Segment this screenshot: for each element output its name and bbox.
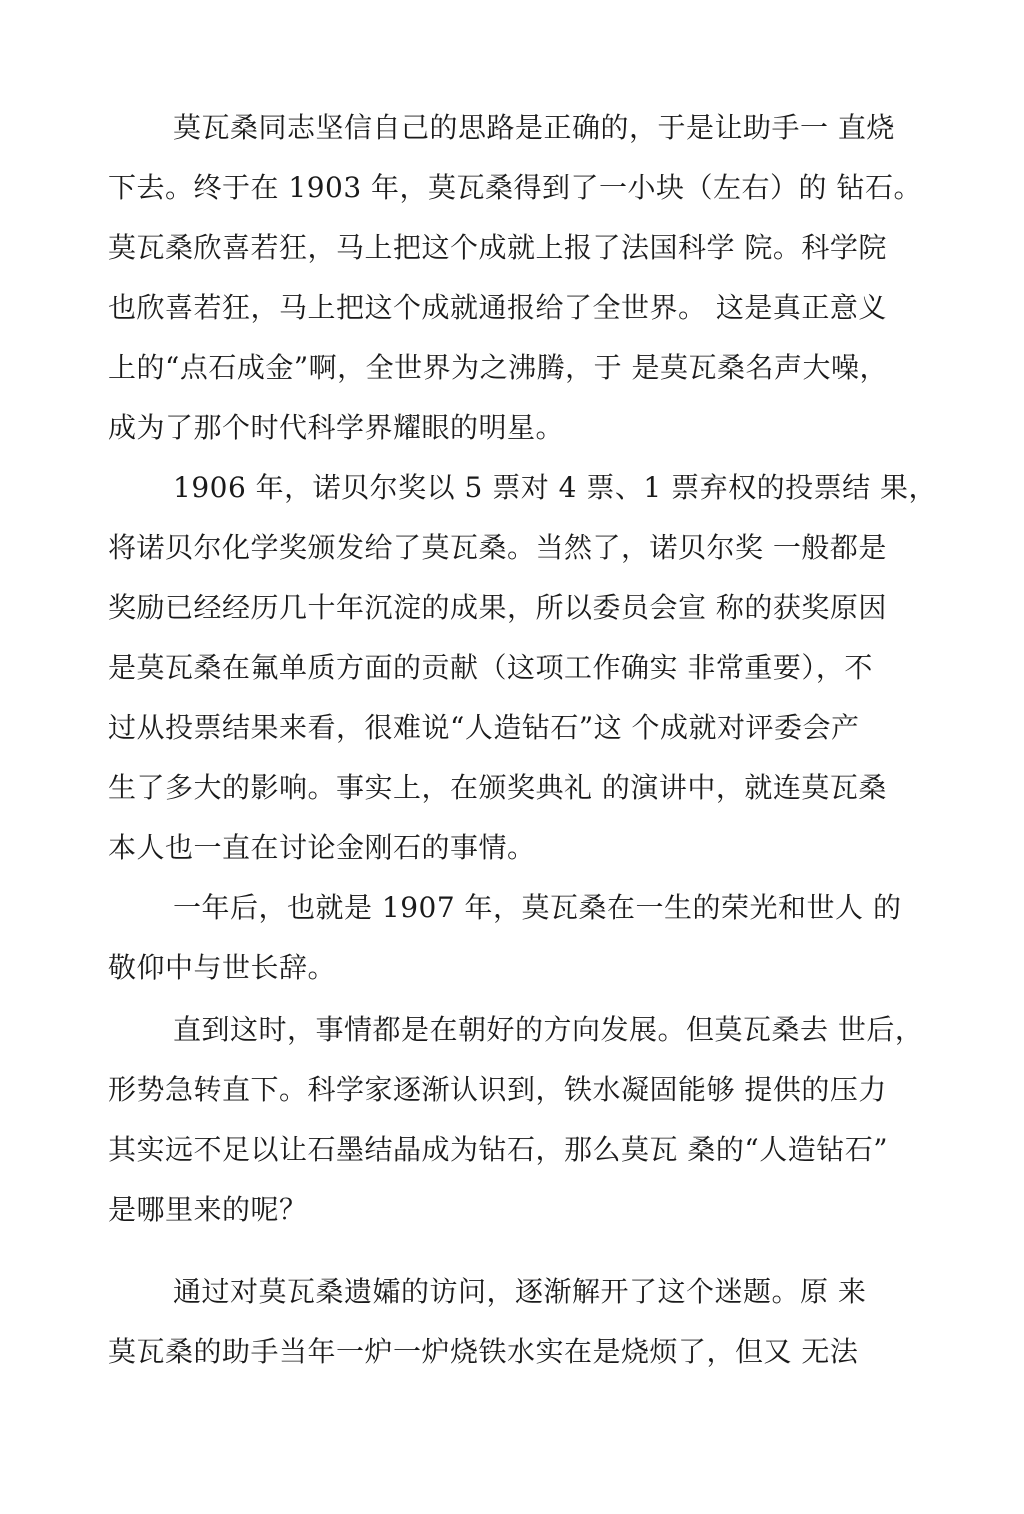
- text-line: 上的“点石成金”啊，全世界为之沸腾，于 是莫瓦桑名声大噪，: [108, 351, 889, 384]
- text-line: 敬仰中与世长辞。: [108, 951, 337, 984]
- text-line: 将诺贝尔化学奖颁发给了莫瓦桑。当然了，诺贝尔奖 一般都是: [108, 531, 887, 564]
- text-line: 1906 年，诺贝尔奖以 5 票对 4 票、1 票弃权的投票结 果，: [173, 471, 938, 504]
- text-line: 也欣喜若狂，马上把这个成就通报给了全世界。 这是真正意义: [108, 291, 887, 324]
- text-line: 通过对莫瓦桑遗孀的访问，逐渐解开了这个迷题。原 来: [173, 1275, 867, 1308]
- text-line: 形势急转直下。科学家逐渐认识到，铁水凝固能够 提供的压力: [108, 1073, 887, 1106]
- text-line: 下去。终于在 1903 年，莫瓦桑得到了一小块（左右）的 钻石。: [108, 171, 922, 204]
- text-line: 本人也一直在讨论金刚石的事情。: [108, 831, 536, 864]
- text-line: 其实远不足以让石墨结晶成为钻石，那么莫瓦 桑的“人造钻石”: [108, 1133, 889, 1166]
- text-line: 一年后，也就是 1907 年，莫瓦桑在一生的荣光和世人 的: [173, 891, 902, 924]
- text-line: 莫瓦桑欣喜若狂，马上把这个成就上报了法国科学 院。科学院: [108, 231, 887, 264]
- text-line: 奖励已经经历几十年沉淀的成果，所以委员会宣 称的获奖原因: [108, 591, 887, 624]
- text-line: 过从投票结果来看，很难说“人造钻石”这 个成就对评委会产: [108, 711, 860, 744]
- text-line: 生了多大的影响。事实上，在颁奖典礼 的演讲中，就连莫瓦桑: [108, 771, 887, 804]
- text-line: 莫瓦桑同志坚信自己的思路是正确的，于是让助手一 直烧: [173, 111, 895, 144]
- text-line: 莫瓦桑的助手当年一炉一炉烧铁水实在是烧烦了，但又 无法: [108, 1335, 859, 1368]
- text-line: 直到这时，事情都是在朝好的方向发展。但莫瓦桑去 世后，: [173, 1013, 924, 1046]
- text-line: 是哪里来的呢？: [108, 1193, 308, 1226]
- text-line: 是莫瓦桑在氟单质方面的贡献（这项工作确实 非常重要），不: [108, 651, 873, 684]
- text-line: 成为了那个时代科学界耀眼的明星。: [108, 411, 565, 444]
